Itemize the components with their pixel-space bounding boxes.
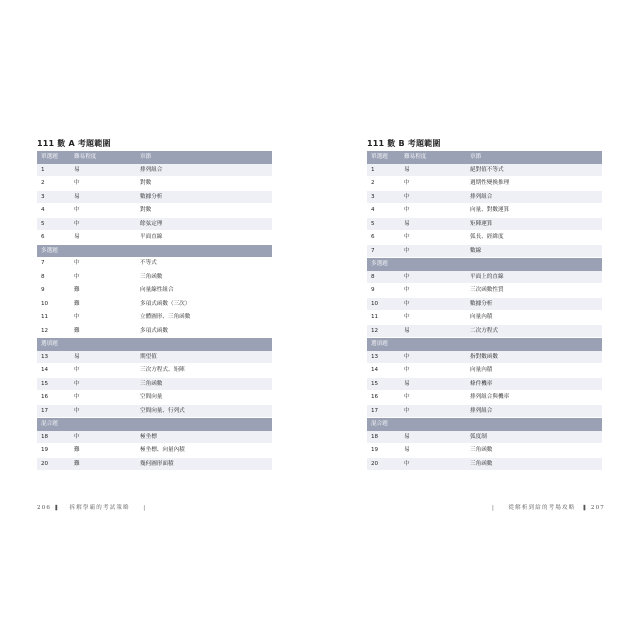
- chapter-cell: 三次函數性質: [466, 284, 602, 298]
- chapter-cell: 排列組合: [136, 164, 272, 177]
- difficulty-cell: 中: [400, 457, 466, 471]
- question-number: 3: [37, 190, 70, 204]
- difficulty-cell: 易: [70, 164, 136, 177]
- table-row: [367, 284, 602, 298]
- chapter-cell: 弧長、經緯度: [466, 231, 602, 245]
- table-row: [367, 404, 602, 418]
- question-number: 15: [37, 377, 70, 391]
- chapter-cell: 平面直線: [136, 231, 272, 245]
- chapter-cell: 平面上的直線: [466, 271, 602, 284]
- question-number: 20: [367, 457, 400, 471]
- difficulty-cell: 中: [70, 217, 136, 231]
- question-number: 3: [367, 190, 400, 204]
- table-row: [367, 364, 602, 378]
- question-number: 18: [367, 431, 400, 444]
- chapter-cell: 條件機率: [466, 377, 602, 391]
- question-number: 20: [37, 457, 70, 471]
- left-page: [37, 138, 272, 471]
- question-number: 19: [367, 444, 400, 458]
- chapter-cell: 三角函數: [466, 457, 602, 471]
- chapter-cell: 數據分析: [466, 297, 602, 311]
- question-number: 6: [367, 231, 400, 245]
- section-label: 選填題: [367, 338, 602, 351]
- left-table-title: 111 數 A 考題範圍: [37, 139, 111, 148]
- difficulty-cell: 中: [70, 177, 136, 191]
- chapter-cell: 對數: [136, 177, 272, 191]
- table-row: [367, 351, 602, 364]
- difficulty-cell: 難: [70, 284, 136, 298]
- difficulty-cell: 難: [70, 444, 136, 458]
- section-label: 多選題: [367, 258, 602, 271]
- table-row: [367, 324, 602, 338]
- difficulty-cell: 中: [400, 351, 466, 364]
- chapter-cell: 空間向量、行列式: [136, 404, 272, 418]
- section-label: 多選題: [37, 244, 272, 257]
- table-row: [367, 231, 602, 245]
- chapter-cell: 立體圖形、三角函數: [136, 311, 272, 325]
- difficulty-cell: 中: [400, 391, 466, 405]
- table-row: [367, 444, 602, 458]
- table-row: [37, 431, 272, 444]
- difficulty-cell: 易: [400, 324, 466, 338]
- chapter-cell: 絕對值不等式: [466, 164, 602, 177]
- question-number: 19: [37, 444, 70, 458]
- table-row: [37, 297, 272, 311]
- table-row: [367, 177, 602, 191]
- right-page-footer: | 從解析到給的考場攻略 ❚ 207: [492, 505, 606, 511]
- chapter-cell: 幾何圖形面積: [136, 457, 272, 471]
- chapter-cell: 對數: [136, 204, 272, 218]
- question-number: 13: [37, 351, 70, 364]
- chapter-cell: 週期性變換推理: [466, 177, 602, 191]
- section-header-row: [367, 338, 602, 351]
- table-row: [37, 444, 272, 458]
- table-header-row: [367, 151, 602, 164]
- difficulty-cell: 易: [70, 351, 136, 364]
- table-row: [37, 204, 272, 218]
- section-header-row: [37, 338, 272, 351]
- question-number: 17: [367, 404, 400, 418]
- table-row: [37, 217, 272, 231]
- difficulty-cell: 中: [400, 231, 466, 245]
- chapter-cell: 三角函數: [136, 270, 272, 284]
- header-difficulty: 難易程度: [400, 151, 466, 164]
- chapter-cell: 向量、對數運算: [466, 204, 602, 218]
- table-row: [367, 190, 602, 204]
- table-row: [37, 364, 272, 378]
- table-row: [37, 284, 272, 298]
- table-row: [37, 231, 272, 245]
- table-row: [367, 204, 602, 218]
- chapter-cell: 多項式函數: [136, 324, 272, 338]
- question-number: 2: [367, 177, 400, 191]
- table-row: [367, 377, 602, 391]
- table-row: [367, 391, 602, 405]
- chapter-cell: 不等式: [136, 257, 272, 270]
- chapter-cell: 餘弦定理: [136, 217, 272, 231]
- table-row: [367, 164, 602, 177]
- table-row: [367, 217, 602, 231]
- difficulty-cell: 中: [400, 271, 466, 284]
- question-number: 5: [367, 217, 400, 231]
- question-number: 8: [37, 270, 70, 284]
- section-label: 混合題: [367, 418, 602, 431]
- difficulty-cell: 中: [400, 177, 466, 191]
- difficulty-cell: 中: [400, 364, 466, 378]
- difficulty-cell: 易: [70, 231, 136, 245]
- question-number: 7: [37, 257, 70, 270]
- difficulty-cell: 易: [400, 444, 466, 458]
- chapter-cell: 三角函數: [466, 444, 602, 458]
- chapter-cell: 向量內積: [466, 311, 602, 325]
- difficulty-cell: 中: [400, 190, 466, 204]
- chapter-cell: 矩陣運算: [466, 217, 602, 231]
- question-number: 10: [367, 297, 400, 311]
- left-table-body: [37, 164, 272, 471]
- section-header-row: [37, 418, 272, 431]
- chapter-cell: 排列組合: [466, 190, 602, 204]
- difficulty-cell: 易: [400, 431, 466, 444]
- chapter-cell: 三角函數: [136, 377, 272, 391]
- question-number: 14: [367, 364, 400, 378]
- table-row: [37, 457, 272, 471]
- difficulty-cell: 中: [400, 284, 466, 298]
- table-row: [37, 311, 272, 325]
- difficulty-cell: 中: [400, 297, 466, 311]
- table-row: [37, 324, 272, 338]
- question-number: 15: [367, 377, 400, 391]
- section-label: 選填題: [37, 338, 272, 351]
- chapter-cell: 數線: [466, 244, 602, 258]
- difficulty-cell: 中: [70, 391, 136, 405]
- chapter-cell: 期望值: [136, 351, 272, 364]
- table-row: [37, 404, 272, 418]
- chapter-cell: 多項式函數（三次）: [136, 297, 272, 311]
- header-question: 單選題: [37, 151, 70, 164]
- section-label: 混合題: [37, 418, 272, 431]
- question-number: 9: [367, 284, 400, 298]
- question-number: 11: [37, 311, 70, 325]
- difficulty-cell: 中: [70, 204, 136, 218]
- chapter-cell: 指對數函數: [466, 351, 602, 364]
- chapter-cell: 向量內積: [466, 364, 602, 378]
- difficulty-cell: 中: [400, 311, 466, 325]
- question-number: 7: [367, 244, 400, 258]
- table-row: [367, 457, 602, 471]
- table-row: [37, 257, 272, 270]
- chapter-cell: 弧度制: [466, 431, 602, 444]
- question-number: 11: [367, 311, 400, 325]
- table-header-row: [37, 151, 272, 164]
- difficulty-cell: 中: [400, 244, 466, 258]
- right-page: [367, 138, 602, 471]
- header-difficulty: 難易程度: [70, 151, 136, 164]
- question-number: 2: [37, 177, 70, 191]
- difficulty-cell: 中: [400, 404, 466, 418]
- question-number: 18: [37, 431, 70, 444]
- chapter-cell: 數據分析: [136, 190, 272, 204]
- question-number: 4: [367, 204, 400, 218]
- difficulty-cell: 中: [70, 431, 136, 444]
- table-row: [37, 190, 272, 204]
- difficulty-cell: 中: [70, 377, 136, 391]
- difficulty-cell: 中: [70, 364, 136, 378]
- chapter-cell: 空間向量: [136, 391, 272, 405]
- table-row: [367, 297, 602, 311]
- question-number: 9: [37, 284, 70, 298]
- table-row: [37, 164, 272, 177]
- right-table-title: 111 數 B 考題範圍: [367, 139, 441, 148]
- section-header-row: [367, 418, 602, 431]
- question-number: 14: [37, 364, 70, 378]
- table-row: [37, 377, 272, 391]
- difficulty-cell: 中: [70, 270, 136, 284]
- question-number: 8: [367, 271, 400, 284]
- difficulty-cell: 難: [70, 324, 136, 338]
- table-row: [367, 431, 602, 444]
- section-header-row: [37, 244, 272, 257]
- difficulty-cell: 易: [400, 164, 466, 177]
- question-number: 10: [37, 297, 70, 311]
- difficulty-cell: 難: [70, 297, 136, 311]
- question-number: 12: [367, 324, 400, 338]
- chapter-cell: 排列組合: [466, 404, 602, 418]
- table-row: [367, 311, 602, 325]
- difficulty-cell: 易: [400, 377, 466, 391]
- question-number: 5: [37, 217, 70, 231]
- section-header-row: [367, 258, 602, 271]
- difficulty-cell: 難: [70, 457, 136, 471]
- table-row: [37, 270, 272, 284]
- left-page-footer: 206 ❚ 拆解學霸的考試策略 |: [37, 505, 147, 511]
- difficulty-cell: 中: [70, 257, 136, 270]
- chapter-cell: 極坐標: [136, 431, 272, 444]
- right-table-body: [367, 164, 602, 471]
- table-row: [367, 271, 602, 284]
- chapter-cell: 向量線性組合: [136, 284, 272, 298]
- chapter-cell: 三次方程式、矩陣: [136, 364, 272, 378]
- right-exam-table: [367, 151, 602, 471]
- difficulty-cell: 中: [70, 311, 136, 325]
- question-number: 6: [37, 231, 70, 245]
- difficulty-cell: 易: [70, 190, 136, 204]
- question-number: 17: [37, 404, 70, 418]
- chapter-cell: 極坐標、向量內積: [136, 444, 272, 458]
- question-number: 12: [37, 324, 70, 338]
- header-chapter: 章節: [466, 151, 602, 164]
- question-number: 1: [37, 164, 70, 177]
- difficulty-cell: 易: [400, 217, 466, 231]
- table-row: [37, 177, 272, 191]
- table-row: [367, 244, 602, 258]
- question-number: 4: [37, 204, 70, 218]
- chapter-cell: 排列組合與機率: [466, 391, 602, 405]
- chapter-cell: 二次方程式: [466, 324, 602, 338]
- difficulty-cell: 中: [70, 404, 136, 418]
- question-number: 1: [367, 164, 400, 177]
- question-number: 16: [367, 391, 400, 405]
- difficulty-cell: 中: [400, 204, 466, 218]
- table-row: [37, 391, 272, 405]
- header-question: 單選題: [367, 151, 400, 164]
- question-number: 13: [367, 351, 400, 364]
- header-chapter: 章節: [136, 151, 272, 164]
- left-exam-table: [37, 151, 272, 471]
- question-number: 16: [37, 391, 70, 405]
- table-row: [37, 351, 272, 364]
